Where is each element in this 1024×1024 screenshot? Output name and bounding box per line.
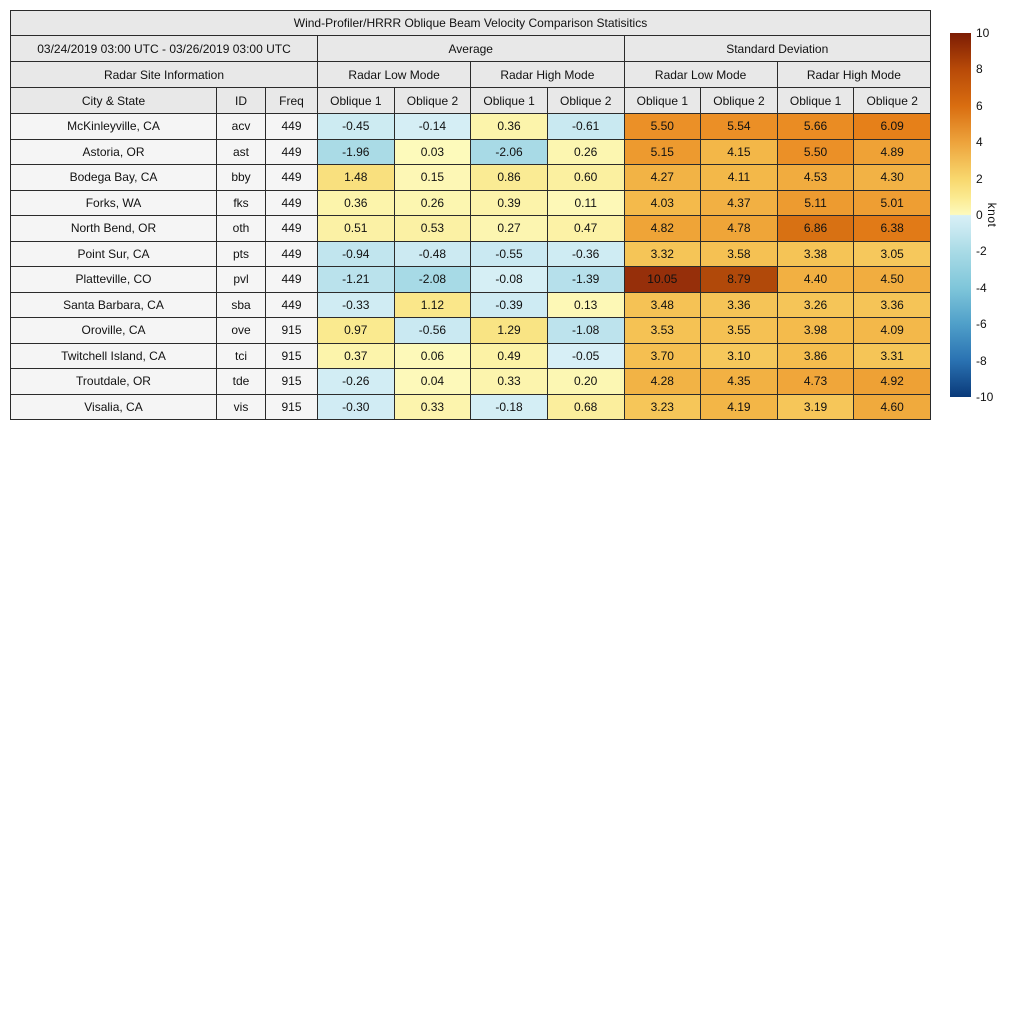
- value-cell: 0.26: [547, 139, 624, 165]
- id-cell: acv: [217, 114, 266, 140]
- colorbar-tick-label: 2: [976, 171, 983, 186]
- value-cell: 4.15: [701, 139, 778, 165]
- id-cell: ast: [217, 139, 266, 165]
- value-cell: -1.96: [318, 139, 395, 165]
- header-city-state: City & State: [11, 88, 217, 114]
- value-cell: 0.33: [471, 369, 548, 395]
- header-radar-site-information: Radar Site Information: [11, 62, 318, 88]
- value-cell: 3.98: [777, 318, 854, 344]
- value-cell: -0.55: [471, 241, 548, 267]
- table-row: [11, 216, 931, 242]
- value-cell: 0.04: [394, 369, 471, 395]
- value-cell: 3.19: [777, 394, 854, 420]
- city-cell: Astoria, OR: [11, 139, 217, 165]
- freq-cell: 449: [266, 165, 318, 191]
- city-cell: Santa Barbara, CA: [11, 292, 217, 318]
- value-cell: -1.39: [547, 267, 624, 293]
- table-row: [11, 369, 931, 395]
- id-cell: pvl: [217, 267, 266, 293]
- city-cell: Troutdale, OR: [11, 369, 217, 395]
- freq-cell: 449: [266, 139, 318, 165]
- value-cell: 0.49: [471, 343, 548, 369]
- header-avg-radar-low-mode: Radar Low Mode: [318, 62, 471, 88]
- group-header-row: [11, 36, 931, 62]
- value-cell: 4.30: [854, 165, 931, 191]
- value-cell: -0.05: [547, 343, 624, 369]
- value-cell: -0.14: [394, 114, 471, 140]
- header-std-radar-low-mode: Radar Low Mode: [624, 62, 777, 88]
- header-id: ID: [217, 88, 266, 114]
- city-cell: Twitchell Island, CA: [11, 343, 217, 369]
- value-cell: 4.73: [777, 369, 854, 395]
- value-cell: 4.27: [624, 165, 701, 191]
- value-cell: -0.30: [318, 394, 395, 420]
- value-cell: 5.50: [624, 114, 701, 140]
- id-cell: oth: [217, 216, 266, 242]
- colorbar-tick-label: 0: [976, 208, 983, 222]
- value-cell: 0.53: [394, 216, 471, 242]
- table-row: [11, 267, 931, 293]
- value-cell: 0.36: [318, 190, 395, 216]
- value-cell: -2.06: [471, 139, 548, 165]
- city-cell: Visalia, CA: [11, 394, 217, 420]
- id-cell: ove: [217, 318, 266, 344]
- value-cell: 0.37: [318, 343, 395, 369]
- value-cell: 1.29: [471, 318, 548, 344]
- colorbar-tick-label: 6: [976, 98, 983, 113]
- table-body: [11, 114, 931, 420]
- freq-cell: 449: [266, 190, 318, 216]
- value-cell: 1.48: [318, 165, 395, 191]
- value-cell: 0.11: [547, 190, 624, 216]
- freq-cell: 915: [266, 394, 318, 420]
- value-cell: -0.26: [318, 369, 395, 395]
- value-cell: 8.79: [701, 267, 778, 293]
- id-cell: sba: [217, 292, 266, 318]
- header-oblique-2: Oblique 2: [701, 88, 778, 114]
- colorbar-tick-label: -2: [976, 244, 987, 259]
- value-cell: -0.61: [547, 114, 624, 140]
- value-cell: 0.33: [394, 394, 471, 420]
- value-cell: 4.78: [701, 216, 778, 242]
- mode-header-row: [11, 62, 931, 88]
- value-cell: -0.94: [318, 241, 395, 267]
- header-average: Average: [318, 36, 625, 62]
- value-cell: 6.09: [854, 114, 931, 140]
- value-cell: 3.53: [624, 318, 701, 344]
- table-row: [11, 292, 931, 318]
- value-cell: 4.53: [777, 165, 854, 191]
- value-cell: 3.05: [854, 241, 931, 267]
- freq-cell: 449: [266, 114, 318, 140]
- value-cell: 0.86: [471, 165, 548, 191]
- value-cell: 3.38: [777, 241, 854, 267]
- value-cell: 5.15: [624, 139, 701, 165]
- value-cell: 0.03: [394, 139, 471, 165]
- id-cell: bby: [217, 165, 266, 191]
- value-cell: 5.54: [701, 114, 778, 140]
- value-cell: 4.28: [624, 369, 701, 395]
- value-cell: -0.08: [471, 267, 548, 293]
- id-cell: tde: [217, 369, 266, 395]
- colorbar-tick-label: -8: [976, 353, 987, 368]
- header-standard-deviation: Standard Deviation: [624, 36, 931, 62]
- colorbar-tick-label: 8: [976, 62, 983, 77]
- colorbar-tick-label: 10: [976, 26, 990, 40]
- value-cell: 4.11: [701, 165, 778, 191]
- colorbar-unit-label: knot: [985, 202, 999, 228]
- table-row: [11, 394, 931, 420]
- value-cell: -1.08: [547, 318, 624, 344]
- value-cell: 4.40: [777, 267, 854, 293]
- column-header-row: [11, 88, 931, 114]
- colorbar-tick-label: -6: [976, 317, 987, 332]
- value-cell: 5.11: [777, 190, 854, 216]
- colorbar-tick-label: 4: [976, 135, 983, 150]
- stats-table: [10, 10, 931, 420]
- header-oblique-1: Oblique 1: [318, 88, 395, 114]
- city-cell: North Bend, OR: [11, 216, 217, 242]
- header-oblique-2: Oblique 2: [394, 88, 471, 114]
- city-cell: McKinleyville, CA: [11, 114, 217, 140]
- value-cell: 3.55: [701, 318, 778, 344]
- value-cell: 0.06: [394, 343, 471, 369]
- city-cell: Platteville, CO: [11, 267, 217, 293]
- table-title: Wind-Profiler/HRRR Oblique Beam Velocity Comparison Statisitics: [11, 11, 931, 36]
- value-cell: 0.20: [547, 369, 624, 395]
- title-row: [11, 11, 931, 36]
- value-cell: 3.70: [624, 343, 701, 369]
- table-row: [11, 318, 931, 344]
- value-cell: 4.89: [854, 139, 931, 165]
- header-avg-radar-high-mode: Radar High Mode: [471, 62, 624, 88]
- value-cell: 5.01: [854, 190, 931, 216]
- value-cell: 0.51: [318, 216, 395, 242]
- freq-cell: 915: [266, 318, 318, 344]
- id-cell: pts: [217, 241, 266, 267]
- value-cell: 3.86: [777, 343, 854, 369]
- value-cell: 10.05: [624, 267, 701, 293]
- value-cell: -0.33: [318, 292, 395, 318]
- value-cell: -0.45: [318, 114, 395, 140]
- value-cell: 3.58: [701, 241, 778, 267]
- date-range: 03/24/2019 03:00 UTC - 03/26/2019 03:00 UTC: [11, 36, 318, 62]
- value-cell: 0.15: [394, 165, 471, 191]
- value-cell: 4.03: [624, 190, 701, 216]
- table-row: [11, 190, 931, 216]
- value-cell: 3.31: [854, 343, 931, 369]
- header-freq: Freq: [266, 88, 318, 114]
- table-row: [11, 241, 931, 267]
- id-cell: fks: [217, 190, 266, 216]
- value-cell: 3.32: [624, 241, 701, 267]
- value-cell: 1.12: [394, 292, 471, 318]
- header-oblique-2: Oblique 2: [547, 88, 624, 114]
- value-cell: -0.18: [471, 394, 548, 420]
- value-cell: 3.36: [701, 292, 778, 318]
- header-oblique-1: Oblique 1: [777, 88, 854, 114]
- value-cell: 3.36: [854, 292, 931, 318]
- freq-cell: 915: [266, 369, 318, 395]
- header-std-radar-high-mode: Radar High Mode: [777, 62, 930, 88]
- value-cell: 3.10: [701, 343, 778, 369]
- value-cell: -1.21: [318, 267, 395, 293]
- value-cell: 0.36: [471, 114, 548, 140]
- value-cell: 4.35: [701, 369, 778, 395]
- freq-cell: 449: [266, 292, 318, 318]
- freq-cell: 915: [266, 343, 318, 369]
- value-cell: 0.47: [547, 216, 624, 242]
- value-cell: 3.26: [777, 292, 854, 318]
- table-row: [11, 165, 931, 191]
- colorbar-tick-label: -10: [976, 390, 994, 404]
- table-row: [11, 343, 931, 369]
- value-cell: 0.27: [471, 216, 548, 242]
- city-cell: Point Sur, CA: [11, 241, 217, 267]
- value-cell: -0.39: [471, 292, 548, 318]
- freq-cell: 449: [266, 267, 318, 293]
- value-cell: 0.39: [471, 190, 548, 216]
- value-cell: 0.13: [547, 292, 624, 318]
- value-cell: 0.97: [318, 318, 395, 344]
- freq-cell: 449: [266, 216, 318, 242]
- value-cell: 6.38: [854, 216, 931, 242]
- header-oblique-1: Oblique 1: [624, 88, 701, 114]
- id-cell: vis: [217, 394, 266, 420]
- value-cell: 0.60: [547, 165, 624, 191]
- value-cell: 4.50: [854, 267, 931, 293]
- header-oblique-2: Oblique 2: [854, 88, 931, 114]
- value-cell: 3.23: [624, 394, 701, 420]
- value-cell: -0.36: [547, 241, 624, 267]
- value-cell: 4.19: [701, 394, 778, 420]
- table-row: [11, 114, 931, 140]
- value-cell: 4.37: [701, 190, 778, 216]
- colorbar-gradient: [950, 33, 971, 397]
- value-cell: 4.92: [854, 369, 931, 395]
- id-cell: tci: [217, 343, 266, 369]
- table-row: [11, 139, 931, 165]
- value-cell: -0.56: [394, 318, 471, 344]
- city-cell: Oroville, CA: [11, 318, 217, 344]
- value-cell: 5.50: [777, 139, 854, 165]
- header-oblique-1: Oblique 1: [471, 88, 548, 114]
- city-cell: Bodega Bay, CA: [11, 165, 217, 191]
- value-cell: 0.68: [547, 394, 624, 420]
- freq-cell: 449: [266, 241, 318, 267]
- value-cell: -0.48: [394, 241, 471, 267]
- value-cell: 0.26: [394, 190, 471, 216]
- value-cell: 4.09: [854, 318, 931, 344]
- colorbar-tick-label: -4: [976, 280, 987, 295]
- value-cell: 5.66: [777, 114, 854, 140]
- value-cell: -2.08: [394, 267, 471, 293]
- value-cell: 4.82: [624, 216, 701, 242]
- value-cell: 3.48: [624, 292, 701, 318]
- city-cell: Forks, WA: [11, 190, 217, 216]
- value-cell: 4.60: [854, 394, 931, 420]
- value-cell: 6.86: [777, 216, 854, 242]
